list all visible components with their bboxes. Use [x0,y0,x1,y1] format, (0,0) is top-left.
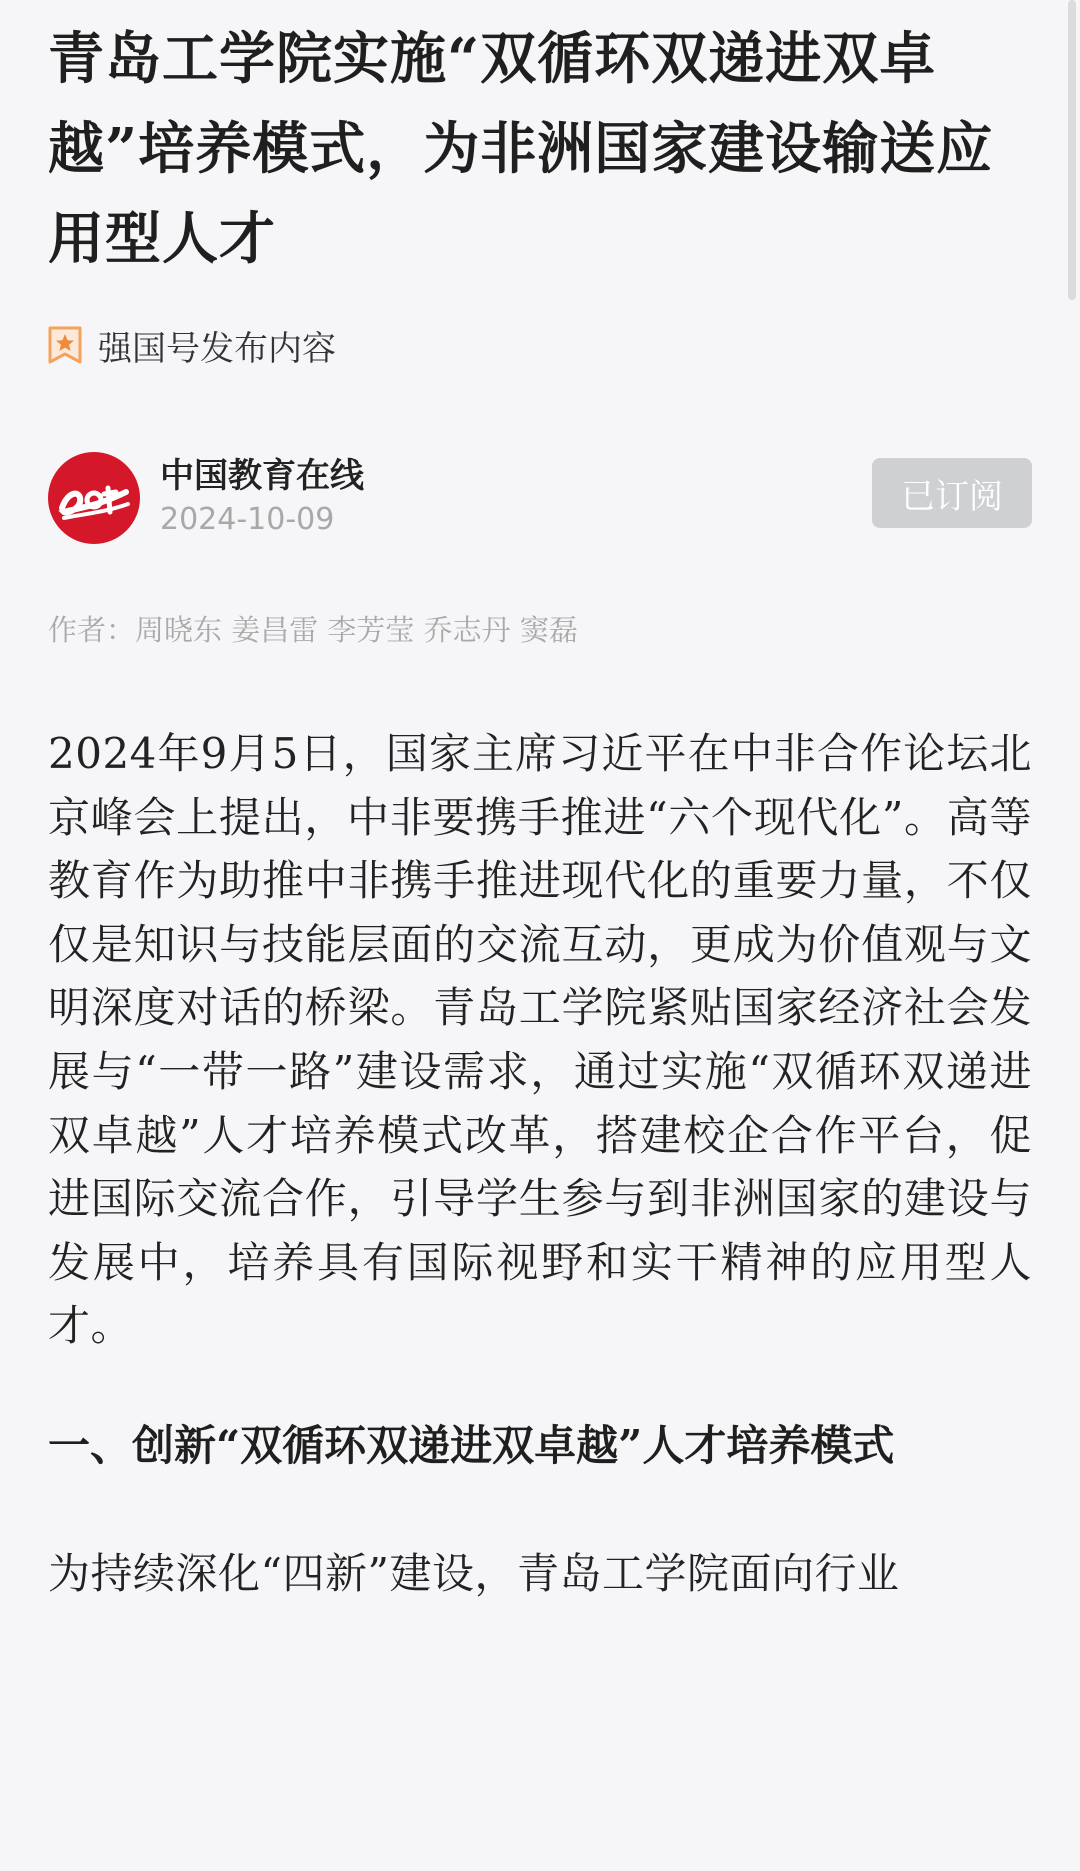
article-title: 青岛工学院实施“双循环双递进双卓越”培养模式，为非洲国家建设输送应用型人才 [48,26,994,272]
article-authors: 作者：周晓东 姜昌雷 李芳莹 乔志丹 窦磊 [48,613,578,647]
subscribe-button[interactable]: 已订阅 [872,458,1032,528]
publish-date: 2024-10-09 [160,502,335,537]
article-paragraph: 2024年9月5日，国家主席习近平在中非合作论坛北京峰会上提出，中非要携手推进“六个现代化”。高等教育作为助推中非携手推进现代化的重要力量，不仅仅是知识与技能层面的交流互动，更成为价值观与文明深度对话的桥梁。青岛工学院紧贴国家经济社会发展与“一带一路”建设需求，通过实施“双循环双递进双卓越”人才培养模式改革，搭建校企合作平台，促进国际交流合作，引导学生参与到非洲国家的建设与发展中，培养具有国际视野和实干精神的应用型人才。 [48,729,1032,1351]
scrollbar[interactable] [1068,0,1076,300]
section-heading: 一、创新“双循环双递进双卓越”人才培养模式 [48,1420,895,1470]
source-tag-label: 强国号发布内容 [98,328,336,369]
publisher-row [48,450,1032,546]
article-paragraph: 为持续深化“四新”建设，青岛工学院面向行业 [48,1548,900,1598]
publisher-name[interactable]: 中国教育在线 [160,456,364,496]
publisher-logo-icon [54,468,134,528]
publisher-info [160,454,364,542]
source-tag [48,320,1032,370]
bookmark-star-icon [48,326,82,364]
publisher-avatar[interactable] [48,452,140,544]
